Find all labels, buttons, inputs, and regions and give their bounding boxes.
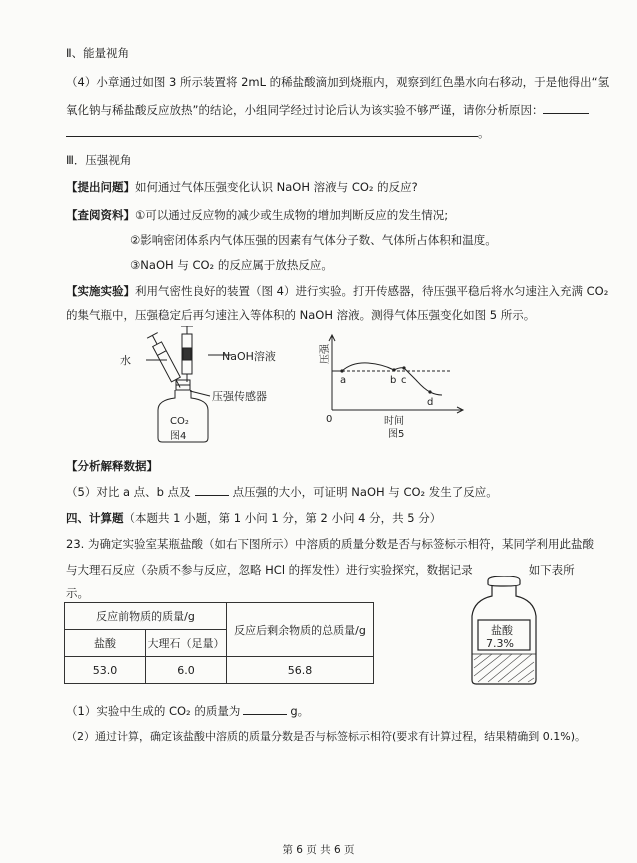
q5-answer-blank[interactable] <box>195 483 229 496</box>
q23-line2-a: 与大理石反应（杂质不参与反应，忽略 HCl 的挥发性）进行实验探究，数据记录 <box>66 563 473 577</box>
question-line <box>66 178 418 196</box>
sub1-text-a: （1）实验中生成的 CO₂ 的质量为 <box>66 704 241 718</box>
analysis-tag-text: 【分析解释数据】 <box>66 459 158 473</box>
section-energy-heading: Ⅱ、能量视角 <box>66 46 130 60</box>
val-total: 56.8 <box>227 657 374 684</box>
experiment-line2: 的集气瓶中，压强稳定后再匀速注入等体积的 NaOH 溶液。测得气体压强变化如图 5 所示。 <box>66 308 536 322</box>
info-line1 <box>66 206 448 224</box>
pressure-curve <box>332 363 442 395</box>
question-tag: 【提出问题】 <box>66 180 135 194</box>
sub1-text-b: g。 <box>290 704 310 718</box>
experiment-text: 利用气密性良好的装置（图 4）进行实验。打开传感器，待压强平稳后将水匀速注入充满 CO₂ <box>135 284 609 298</box>
sensor-label: 压强传感器 <box>212 390 267 403</box>
data-table <box>64 602 374 684</box>
naoh-label: NaOH溶液 <box>222 350 276 363</box>
point-c-label: c <box>401 375 407 386</box>
water-label: 水 <box>120 354 131 367</box>
calc-heading <box>66 509 441 527</box>
info-1: ①可以通过反应物的减少或生成物的增加判断反应的发生情况; <box>135 208 449 222</box>
table-row <box>65 603 374 630</box>
point-b-label: b <box>390 375 397 386</box>
info-2: ②影响密闭体系内气体压强的因素有气体分子数、气体所占体积和温度。 <box>130 233 497 247</box>
q4-line2-text: 氧化钠与稀盐酸反应放热”的结论，小组同学经过讨论后认为该实验不够严谨，请你分析原因： <box>66 103 544 117</box>
q23-line2-b: 如下表所 <box>528 563 575 577</box>
bottle-label-name: 盐酸 <box>491 624 513 637</box>
q23-line1: 23. 为确定实验室某瓶盐酸（如右下图所示）中溶质的质量分数是否与标签标示相符，某同学利用此盐酸 <box>66 537 594 551</box>
origin-label: 0 <box>326 414 333 425</box>
section-pressure-heading: Ⅲ．压强视角 <box>66 153 132 167</box>
q4-line1: （4）小章通过如图 3 所示装置将 2mL 的稀盐酸滴加到烧瓶内，观察到红色墨水向右移动，于是他得出“氢 <box>66 75 610 89</box>
sub-question-2: （2）通过计算，确定该盐酸中溶质的质量分数是否与标签标示相符(要求有计算过程，结果精确到 0.1%)。 <box>66 730 587 743</box>
x-axis-label: 时间 <box>384 416 404 427</box>
calc-heading-rest: （本题共 1 小题，第 1 小问 1 分，第 2 小问 4 分，共 5 分） <box>123 511 442 525</box>
q5-line <box>66 483 498 501</box>
q5-text-a: （5）对比 a 点、b 点及 <box>66 485 191 499</box>
figure-4-apparatus <box>118 326 293 448</box>
calc-heading-bold: 四、计算题 <box>66 511 124 525</box>
liquid-hatching <box>474 654 534 682</box>
naoh-syringe <box>181 326 193 382</box>
info-tag: 【查阅资料】 <box>66 208 135 222</box>
sub-question-1 <box>66 702 309 720</box>
header-reactants: 反应前物质的质量/g <box>65 603 227 630</box>
bottle-cap <box>488 576 520 586</box>
point-b <box>392 368 395 371</box>
point-d <box>428 390 431 393</box>
water-syringe <box>147 333 185 391</box>
q4-answer-blank-2[interactable] <box>66 124 478 137</box>
header-remaining: 反应后剩余物质的总质量/g <box>227 603 374 657</box>
figure-5-graph <box>312 332 482 444</box>
q4-end-mark: 。 <box>478 126 490 140</box>
experiment-line1 <box>66 282 608 300</box>
figure-4-caption: 图4 <box>170 431 187 442</box>
point-c <box>402 366 405 369</box>
q23-line3: 示。 <box>66 586 89 600</box>
figure-5-caption: 图5 <box>388 429 405 440</box>
q5-text-b: 点压强的大小，可证明 NaOH 与 CO₂ 发生了反应。 <box>232 485 498 499</box>
val-marble: 6.0 <box>146 657 227 684</box>
q4-line3 <box>66 124 490 142</box>
co2-label: CO₂ <box>170 416 189 427</box>
q4-line2 <box>66 101 589 119</box>
experiment-tag: 【实施实验】 <box>66 284 135 298</box>
point-a-label: a <box>340 375 347 386</box>
info-3: ③NaOH 与 CO₂ 的反应属于放热反应。 <box>130 258 333 272</box>
sensor-leader-line <box>190 391 210 396</box>
acid-bottle <box>464 576 544 688</box>
point-d-label: d <box>427 397 434 408</box>
val-acid: 53.0 <box>65 657 146 684</box>
question-text: 如何通过气体压强变化认识 NaOH 溶液与 CO₂ 的反应? <box>135 180 418 194</box>
page-footer: 第 6 页 共 6 页 <box>282 844 355 856</box>
col-marble: 大理石（足量） <box>146 630 227 657</box>
y-axis-label: 压强 <box>320 344 331 364</box>
table-row <box>65 657 374 684</box>
bottle-label-percent: 7.3% <box>486 637 514 650</box>
q4-answer-blank[interactable] <box>543 101 589 114</box>
col-acid: 盐酸 <box>65 630 146 657</box>
sub1-answer-blank[interactable] <box>243 702 287 715</box>
point-a <box>340 369 343 372</box>
analysis-tag <box>66 457 158 475</box>
